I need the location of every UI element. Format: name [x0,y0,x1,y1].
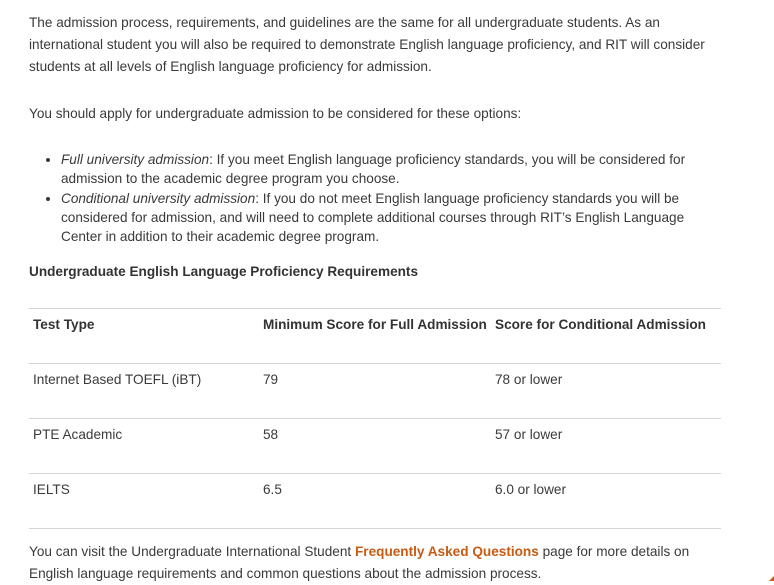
intro-paragraph: The admission process, requirements, and guidelines are the same for all undergraduate students. As an international student you will also be required to demonstrate English language proficiency, and RIT will consider students at all levels of English language proficiency for admission. [29,15,705,74]
list-item-full-admission [61,150,721,189]
table-row [29,364,721,419]
conditional-score-cell: 6.0 or lower [491,474,721,529]
options-lead-paragraph: You should apply for undergraduate admission to be considered for these options: [29,106,522,121]
option-term: Conditional university admission [61,190,256,206]
list-item-conditional-admission [61,189,721,247]
admission-options-list [29,150,721,246]
option-term: Full university admission [61,152,210,167]
faq-link[interactable]: Frequently Asked Questions [354,544,539,560]
table-header-row [29,309,721,364]
footer-paragraph [29,541,719,585]
proficiency-requirements-table [29,308,721,529]
minimum-score-cell: 6.5 [259,474,491,529]
minimum-score-cell: 79 [259,364,491,419]
footer-text-after: page for more details on English language requirements and common questions about the admission process. [29,544,690,582]
test-type-cell: PTE Academic [29,419,259,474]
minimum-score-cell: 58 [259,419,491,474]
option-text: : If you meet English language proficiency standards, you will be considered for admission to the academic degree program you choose. [61,152,686,187]
option-text: : If you do not meet English language proficiency standards you will be considered for admission, and will need to complete additional courses through RIT’s English Language Center in addition to their academic degree program. [61,190,685,245]
conditional-score-cell: 78 or lower [491,364,721,419]
test-type-cell: Internet Based TOEFL (iBT) [29,364,259,419]
table-heading: Undergraduate English Language Proficiency Requirements [29,264,419,280]
column-header-conditional-score: Score for Conditional Admission [491,309,721,364]
column-header-test-type: Test Type [29,309,259,364]
test-type-cell: IELTS [29,474,259,529]
table-row [29,419,721,474]
page-content [29,12,721,585]
conditional-score-cell: 57 or lower [491,419,721,474]
footer-text-before: You can visit the Undergraduate International Student [29,544,355,560]
column-header-minimum-score: Minimum Score for Full Admission [259,309,491,364]
corner-accent-icon [769,576,774,581]
table-row [29,474,721,529]
